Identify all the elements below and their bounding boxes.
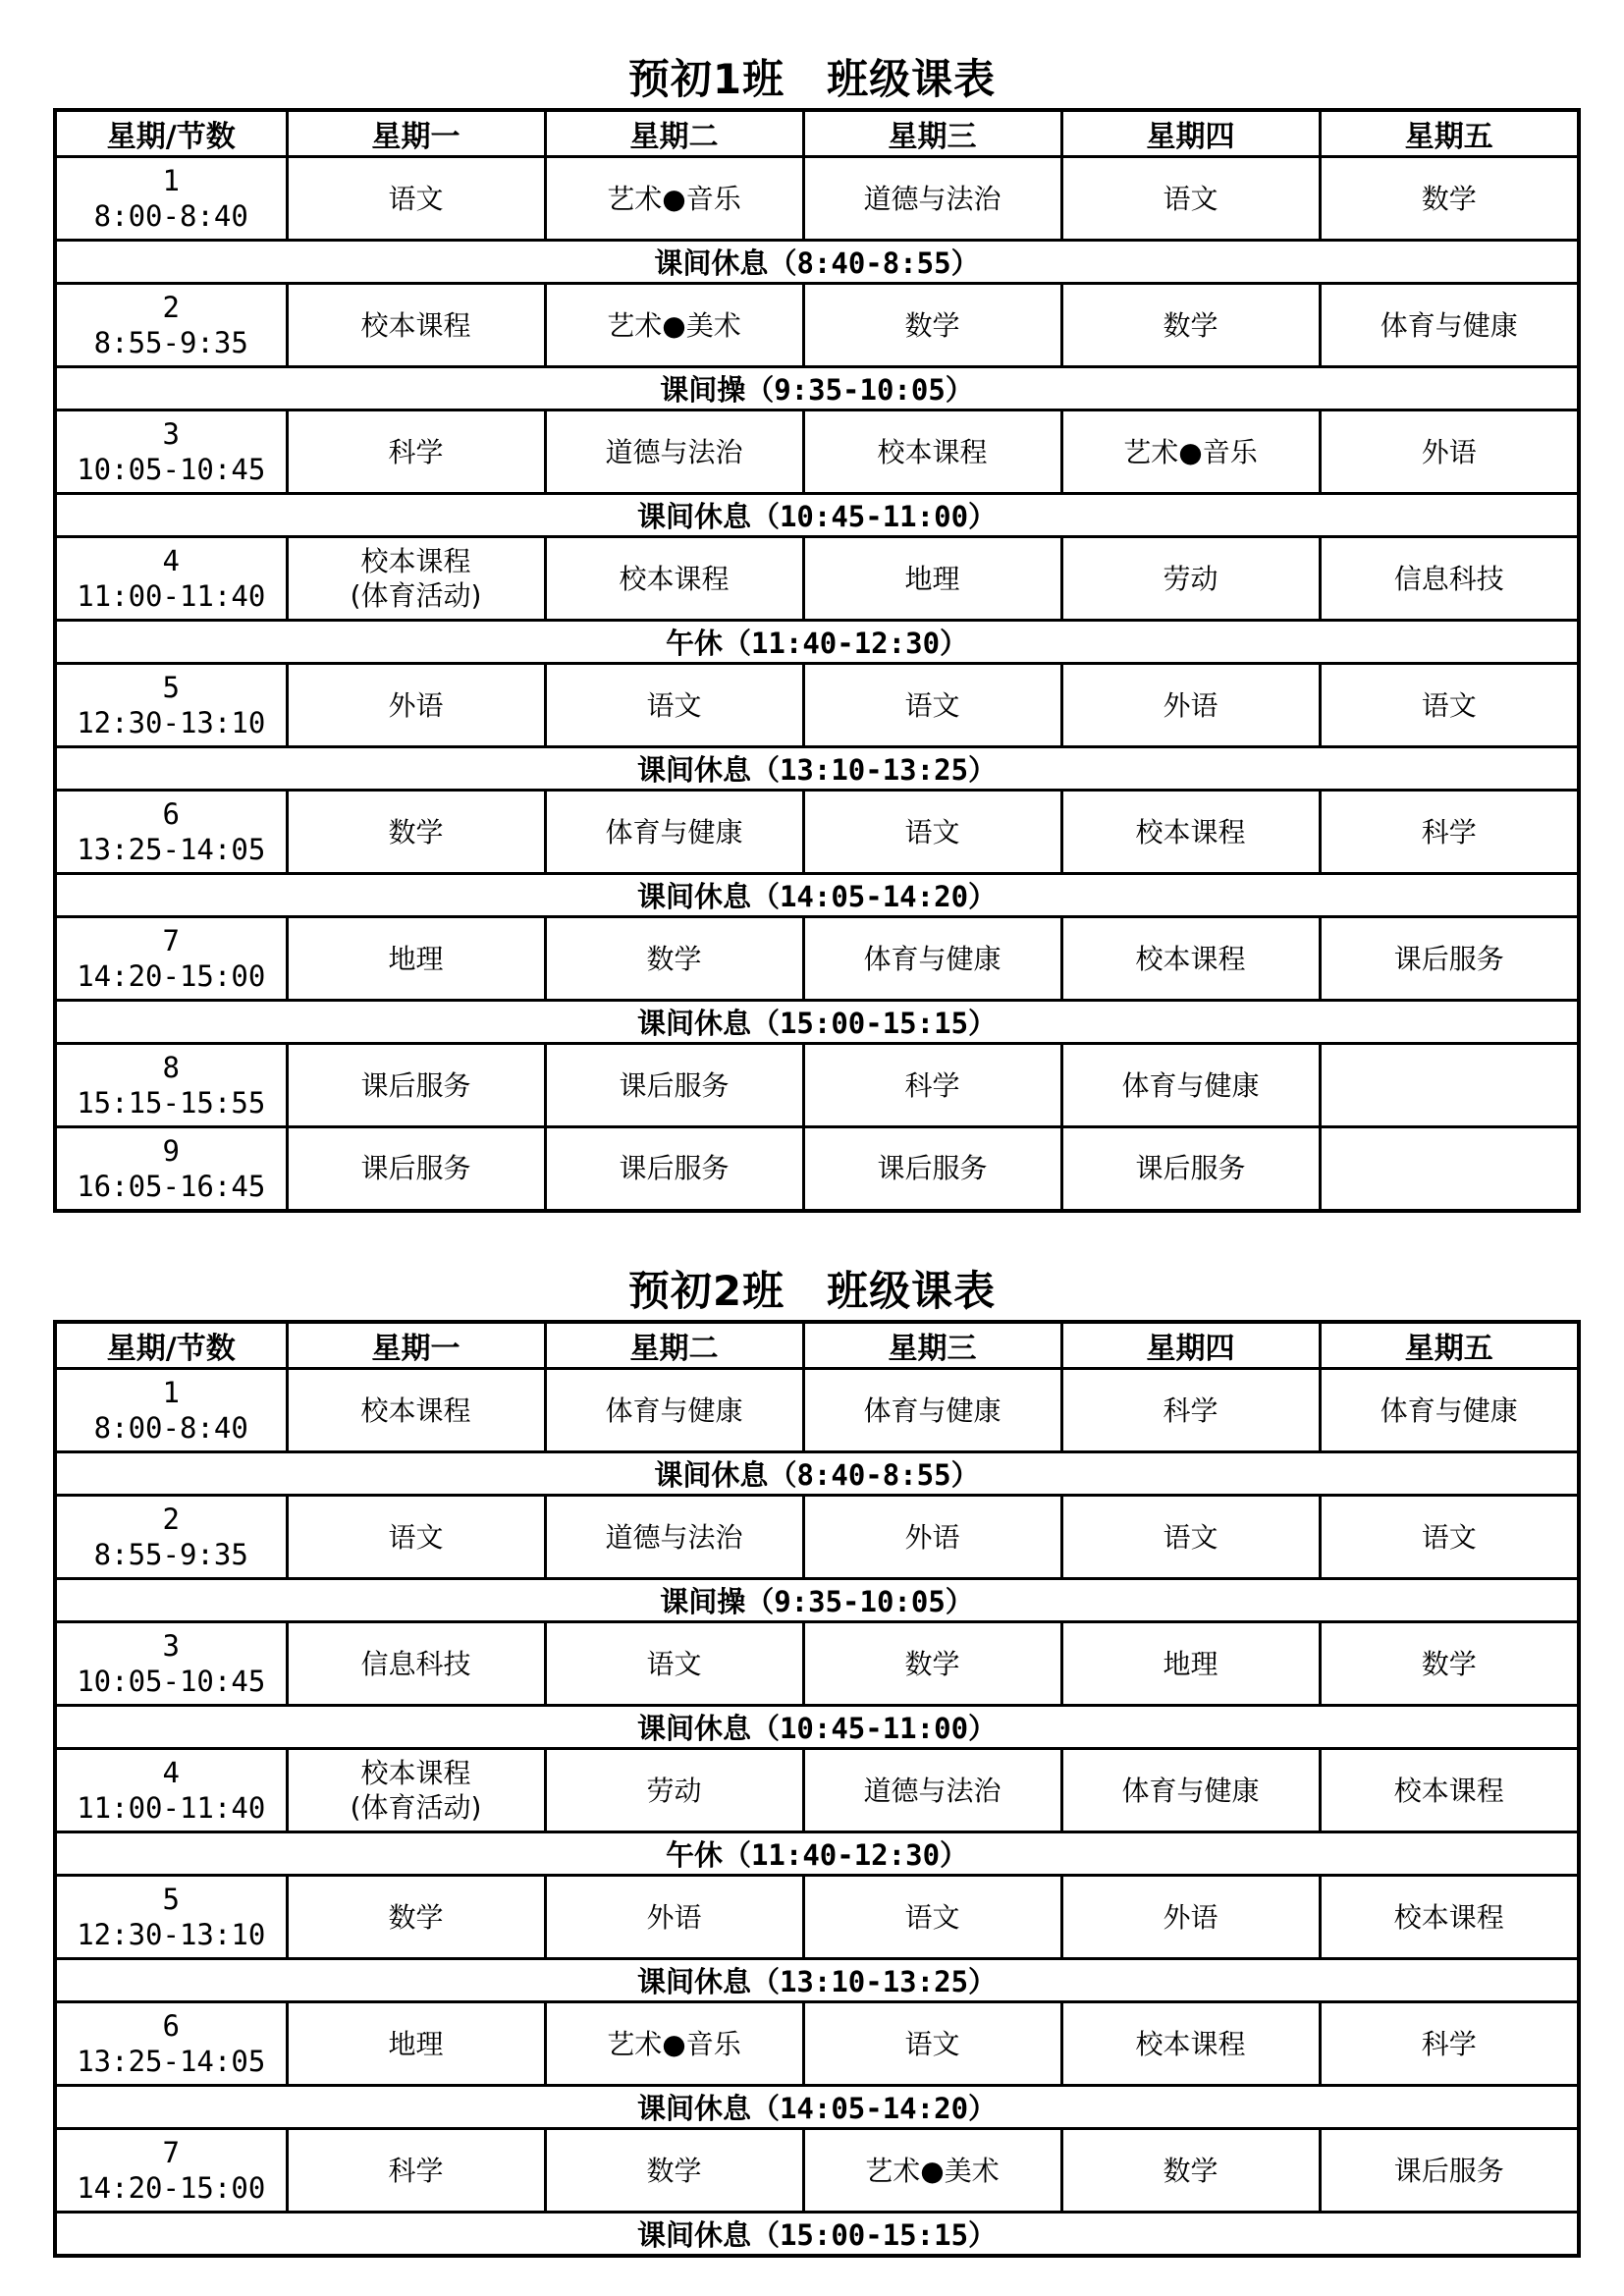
period-cell — [55, 1044, 287, 1127]
break-row — [55, 367, 1579, 410]
class-cell-line: (体育活动) — [350, 1791, 482, 1824]
period-time: 12:30-13:10 — [77, 706, 266, 739]
break-label: 课间操 — [660, 373, 746, 407]
break-time: （13:10-13:25） — [750, 1965, 998, 1998]
class-cell: 校本课程 — [1320, 1749, 1579, 1832]
class-cell: 外语 — [1320, 410, 1579, 494]
period-cell — [55, 2129, 287, 2213]
period-row — [55, 2002, 1579, 2086]
class-cell: 课后服务 — [1320, 917, 1579, 1001]
break-label: 午休 — [665, 627, 723, 660]
break-time: （14:05-14:20） — [750, 880, 998, 913]
period-row — [55, 1876, 1579, 1959]
class-cell: 语文 — [803, 791, 1061, 874]
period-cell — [55, 1127, 287, 1211]
class-cell: 课后服务 — [287, 1127, 545, 1211]
period-time: 8:00-8:40 — [93, 1411, 248, 1445]
period-number: 3 — [162, 416, 180, 451]
header-row — [55, 110, 1579, 157]
class-cell: 地理 — [803, 537, 1061, 621]
class-cell: 数学 — [545, 917, 803, 1001]
break-cell — [55, 1001, 1579, 1044]
break-cell — [55, 494, 1579, 537]
class-cell: 外语 — [287, 664, 545, 747]
period-row — [55, 1496, 1579, 1579]
class-cell: 艺术●音乐 — [545, 2002, 803, 2086]
break-row — [55, 1706, 1579, 1749]
break-label: 课间休息 — [636, 753, 751, 787]
class-cell: 课后服务 — [803, 1127, 1061, 1211]
break-row — [55, 494, 1579, 537]
break-time: （15:00-15:15） — [750, 1007, 998, 1040]
period-time: 13:25-14:05 — [77, 2045, 266, 2078]
break-label: 课间休息 — [636, 1712, 751, 1745]
header-corner-cell: 星期/节数 — [55, 110, 287, 157]
class-cell: 数学 — [545, 2129, 803, 2213]
break-row — [55, 1001, 1579, 1044]
class-cell: 地理 — [287, 917, 545, 1001]
period-row — [55, 1622, 1579, 1706]
period-cell — [55, 664, 287, 747]
period-time: 15:15-15:55 — [77, 1086, 266, 1120]
break-time: （11:40-12:30） — [722, 1838, 969, 1872]
break-cell — [55, 874, 1579, 917]
class-cell — [287, 537, 545, 621]
break-label: 课间休息 — [636, 1007, 751, 1040]
period-number: 8 — [162, 1050, 180, 1084]
class-cell: 外语 — [1061, 1876, 1320, 1959]
class-cell: 体育与健康 — [545, 791, 803, 874]
class-cell: 道德与法治 — [803, 157, 1061, 241]
class-cell-line: 校本课程 — [360, 1757, 471, 1789]
period-row — [55, 157, 1579, 241]
break-cell — [55, 621, 1579, 664]
period-number: 2 — [162, 1502, 180, 1536]
class-cell: 艺术●美术 — [803, 2129, 1061, 2213]
class-cell: 数学 — [287, 791, 545, 874]
break-time: （9:35-10:05） — [745, 373, 974, 407]
break-label: 课间休息 — [654, 1458, 769, 1492]
class-cell: 校本课程 — [1061, 917, 1320, 1001]
header-day-cell: 星期五 — [1320, 1322, 1579, 1369]
break-label: 课间休息 — [636, 1965, 751, 1998]
period-time: 8:00-8:40 — [93, 199, 248, 233]
class-cell: 校本课程 — [803, 410, 1061, 494]
class-cell: 语文 — [1061, 1496, 1320, 1579]
period-time: 8:55-9:35 — [93, 1538, 248, 1571]
break-row — [55, 1832, 1579, 1876]
class-cell: 语文 — [803, 1876, 1061, 1959]
class-cell: 校本课程 — [1061, 791, 1320, 874]
period-row — [55, 1127, 1579, 1211]
break-cell — [55, 747, 1579, 791]
class-cell: 数学 — [1061, 284, 1320, 367]
period-row — [55, 2129, 1579, 2213]
break-time: （9:35-10:05） — [745, 1585, 974, 1618]
class-cell: 数学 — [1320, 157, 1579, 241]
break-cell — [55, 2213, 1579, 2257]
break-cell — [55, 1832, 1579, 1876]
header-day-cell: 星期三 — [803, 110, 1061, 157]
class-cell: 外语 — [803, 1496, 1061, 1579]
class-cell: 语文 — [1320, 1496, 1579, 1579]
break-row — [55, 621, 1579, 664]
class-cell: 校本课程 — [1061, 2002, 1320, 2086]
break-time: （13:10-13:25） — [750, 753, 998, 787]
period-cell — [55, 1876, 287, 1959]
period-time: 10:05-10:45 — [77, 453, 266, 486]
class-cell: 道德与法治 — [545, 410, 803, 494]
class-cell: 课后服务 — [287, 1044, 545, 1127]
break-row — [55, 874, 1579, 917]
class-cell: 体育与健康 — [1061, 1749, 1320, 1832]
timetable — [53, 108, 1581, 1213]
period-row — [55, 410, 1579, 494]
class-cell: 数学 — [803, 284, 1061, 367]
class-cell: 数学 — [1061, 2129, 1320, 2213]
class-cell: 体育与健康 — [1320, 284, 1579, 367]
class-cell: 体育与健康 — [803, 917, 1061, 1001]
class-cell: 语文 — [287, 157, 545, 241]
header-day-cell: 星期五 — [1320, 110, 1579, 157]
period-number: 7 — [162, 2135, 180, 2169]
period-cell — [55, 537, 287, 621]
header-day-cell: 星期三 — [803, 1322, 1061, 1369]
period-cell — [55, 1749, 287, 1832]
header-row — [55, 1322, 1579, 1369]
class-cell-line: 校本课程 — [360, 545, 471, 577]
header-day-cell: 星期四 — [1061, 110, 1320, 157]
class-cell: 劳动 — [545, 1749, 803, 1832]
class-cell: 科学 — [1320, 2002, 1579, 2086]
period-number: 3 — [162, 1628, 180, 1663]
break-row — [55, 747, 1579, 791]
break-label: 午休 — [665, 1838, 723, 1872]
period-cell — [55, 1622, 287, 1706]
header-day-cell: 星期四 — [1061, 1322, 1320, 1369]
class-cell: 数学 — [287, 1876, 545, 1959]
class-cell: 校本课程 — [287, 284, 545, 367]
class-cell: 外语 — [1061, 664, 1320, 747]
class-cell: 校本课程 — [545, 537, 803, 621]
break-row — [55, 1452, 1579, 1496]
schedule-title: 预初2班 班级课表 — [627, 1267, 997, 1315]
class-cell: 语文 — [1320, 664, 1579, 747]
class-cell: 信息科技 — [287, 1622, 545, 1706]
period-cell — [55, 284, 287, 367]
header-corner-cell: 星期/节数 — [55, 1322, 287, 1369]
class-cell: 外语 — [545, 1876, 803, 1959]
period-number: 4 — [162, 543, 180, 577]
break-cell — [55, 2086, 1579, 2129]
period-cell — [55, 1496, 287, 1579]
class-cell: 体育与健康 — [545, 1369, 803, 1452]
class-cell: 道德与法治 — [545, 1496, 803, 1579]
break-label: 课间休息 — [636, 500, 751, 533]
break-time: （10:45-11:00） — [750, 1712, 998, 1745]
break-label: 课间休息 — [636, 880, 751, 913]
period-time: 11:00-11:40 — [77, 1791, 266, 1825]
break-time: （11:40-12:30） — [722, 627, 969, 660]
class-cell — [287, 1749, 545, 1832]
class-cell: 语文 — [545, 1622, 803, 1706]
period-cell — [55, 2002, 287, 2086]
period-cell — [55, 917, 287, 1001]
period-time: 14:20-15:00 — [77, 959, 266, 993]
class-cell: 课后服务 — [545, 1127, 803, 1211]
break-time: （15:00-15:15） — [750, 2218, 998, 2252]
class-cell: 地理 — [1061, 1622, 1320, 1706]
class-cell: 科学 — [1061, 1369, 1320, 1452]
class-cell: 科学 — [287, 410, 545, 494]
period-row — [55, 1749, 1579, 1832]
class-cell: 课后服务 — [1061, 1127, 1320, 1211]
break-cell — [55, 367, 1579, 410]
period-number: 9 — [162, 1133, 180, 1168]
break-row — [55, 241, 1579, 284]
class-cell: 语文 — [287, 1496, 545, 1579]
class-cell: 校本课程 — [287, 1369, 545, 1452]
class-cell: 语文 — [545, 664, 803, 747]
period-time: 10:05-10:45 — [77, 1665, 266, 1698]
header-day-cell: 星期一 — [287, 110, 545, 157]
class-cell: 校本课程 — [1320, 1876, 1579, 1959]
header-day-cell: 星期二 — [545, 110, 803, 157]
period-time: 8:55-9:35 — [93, 326, 248, 359]
class-cell: 数学 — [803, 1622, 1061, 1706]
class-cell — [1320, 1127, 1579, 1211]
class-cell: 语文 — [803, 664, 1061, 747]
period-time: 14:20-15:00 — [77, 2171, 266, 2205]
break-label: 课间休息 — [636, 2218, 751, 2252]
break-row — [55, 1959, 1579, 2002]
class-cell: 体育与健康 — [803, 1369, 1061, 1452]
break-cell — [55, 241, 1579, 284]
period-time: 12:30-13:10 — [77, 1918, 266, 1951]
period-number: 6 — [162, 796, 180, 831]
period-cell — [55, 157, 287, 241]
period-time: 16:05-16:45 — [77, 1169, 266, 1203]
break-time: （14:05-14:20） — [750, 2092, 998, 2125]
break-cell — [55, 1959, 1579, 2002]
break-time: （8:40-8:55） — [768, 1458, 980, 1492]
class-cell: 科学 — [803, 1044, 1061, 1127]
break-cell — [55, 1452, 1579, 1496]
class-cell: 数学 — [1320, 1622, 1579, 1706]
period-cell — [55, 791, 287, 874]
class-cell: 道德与法治 — [803, 1749, 1061, 1832]
break-cell — [55, 1579, 1579, 1622]
period-row — [55, 1044, 1579, 1127]
class-cell: 语文 — [1061, 157, 1320, 241]
period-row — [55, 537, 1579, 621]
period-row — [55, 284, 1579, 367]
class-cell: 课后服务 — [1320, 2129, 1579, 2213]
period-row — [55, 664, 1579, 747]
break-label: 课间休息 — [636, 2092, 751, 2125]
period-time: 13:25-14:05 — [77, 833, 266, 866]
break-time: （8:40-8:55） — [768, 246, 980, 280]
class-cell: 信息科技 — [1320, 537, 1579, 621]
period-number: 1 — [162, 1375, 180, 1409]
timetable — [53, 1320, 1581, 2258]
class-cell: 地理 — [287, 2002, 545, 2086]
break-label: 课间休息 — [654, 246, 769, 280]
period-number: 2 — [162, 290, 180, 324]
break-time: （10:45-11:00） — [750, 500, 998, 533]
period-cell — [55, 1369, 287, 1452]
period-number: 4 — [162, 1755, 180, 1789]
class-cell: 科学 — [1320, 791, 1579, 874]
class-cell: 劳动 — [1061, 537, 1320, 621]
break-row — [55, 1579, 1579, 1622]
class-cell: 课后服务 — [545, 1044, 803, 1127]
period-time: 11:00-11:40 — [77, 579, 266, 613]
period-row — [55, 917, 1579, 1001]
class-cell: 体育与健康 — [1061, 1044, 1320, 1127]
period-row — [55, 1369, 1579, 1452]
break-row — [55, 2086, 1579, 2129]
class-cell: 体育与健康 — [1320, 1369, 1579, 1452]
class-cell: 艺术●音乐 — [1061, 410, 1320, 494]
break-label: 课间操 — [660, 1585, 746, 1618]
period-row — [55, 791, 1579, 874]
period-number: 1 — [162, 163, 180, 197]
class-cell — [1320, 1044, 1579, 1127]
period-number: 5 — [162, 1882, 180, 1916]
break-cell — [55, 1706, 1579, 1749]
header-day-cell: 星期二 — [545, 1322, 803, 1369]
class-cell: 艺术●美术 — [545, 284, 803, 367]
schedule-title: 预初1班 班级课表 — [627, 55, 997, 103]
period-number: 5 — [162, 670, 180, 704]
period-number: 6 — [162, 2008, 180, 2043]
break-row — [55, 2213, 1579, 2257]
period-cell — [55, 410, 287, 494]
header-day-cell: 星期一 — [287, 1322, 545, 1369]
period-number: 7 — [162, 923, 180, 957]
class-cell-line: (体育活动) — [350, 579, 482, 612]
class-cell: 科学 — [287, 2129, 545, 2213]
class-cell: 艺术●音乐 — [545, 157, 803, 241]
class-cell: 语文 — [803, 2002, 1061, 2086]
